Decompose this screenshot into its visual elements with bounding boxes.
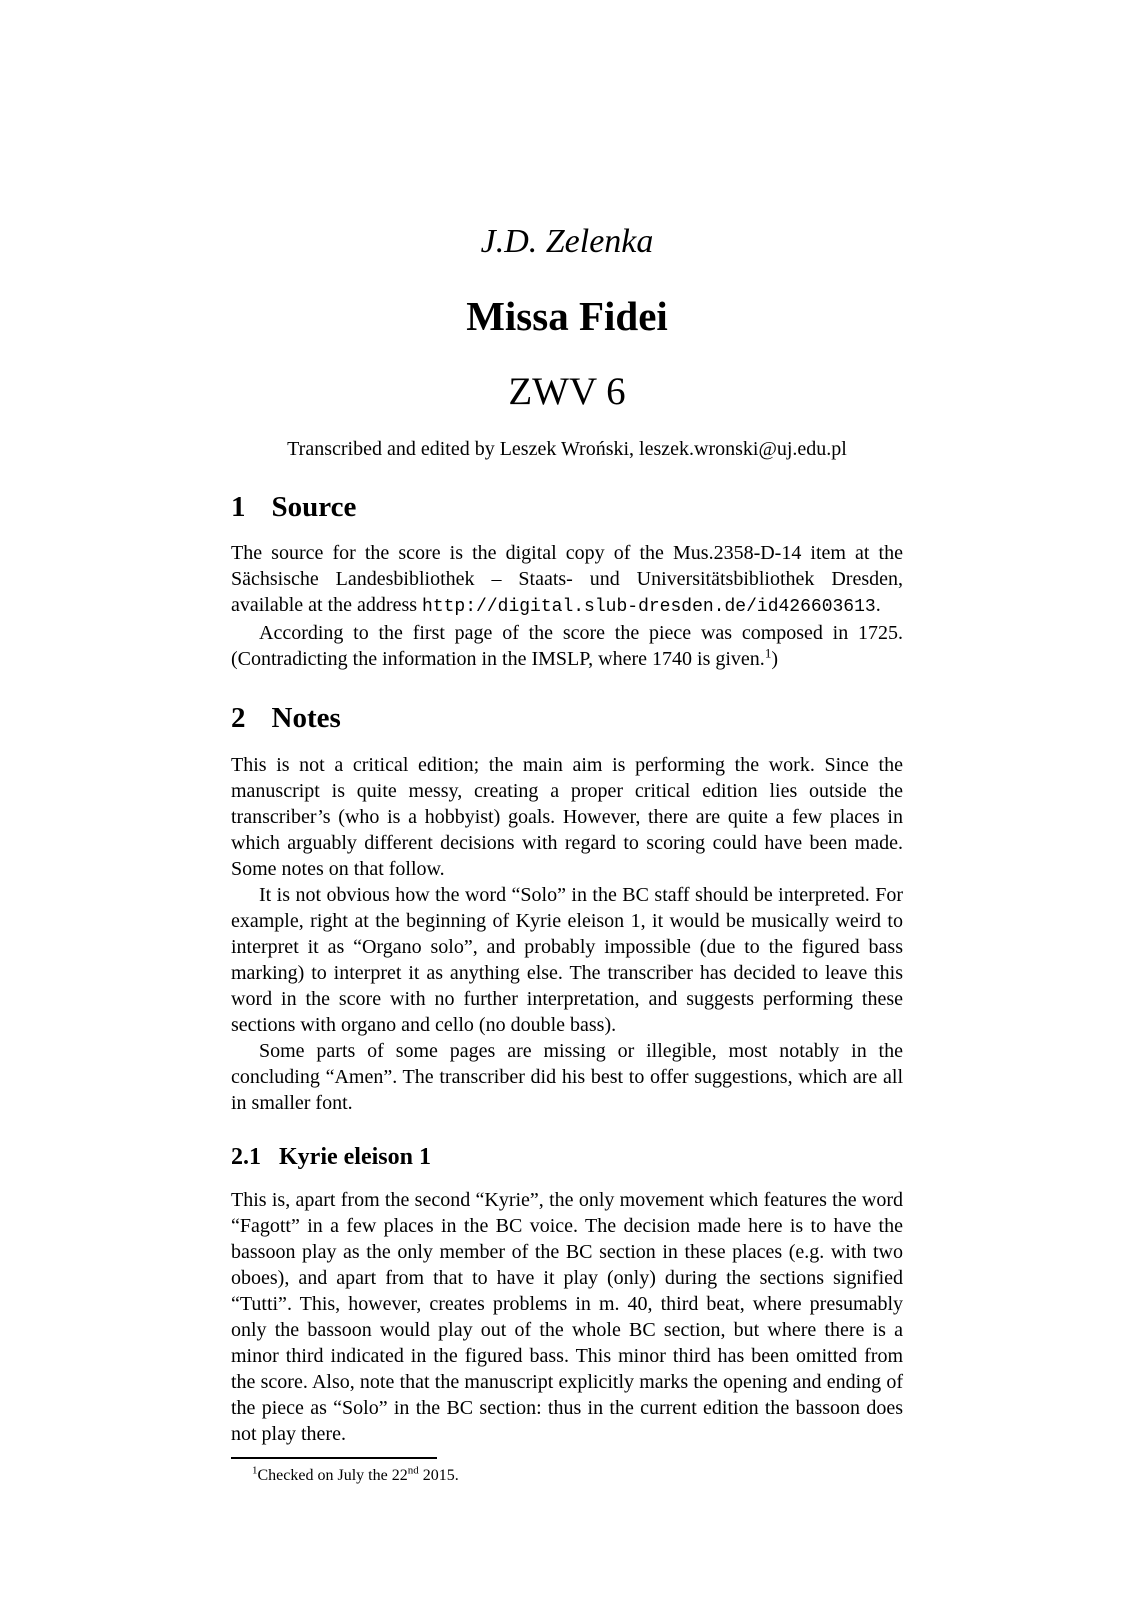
source-paragraph-1-text: The source for the score is the digital copy of the Mus.2358-D-14 item at the Sächsische Landesbibliothek – Staats- und Universitätsbibliothek Dresden, available at the address — [231, 542, 903, 617]
section-heading-source — [231, 491, 903, 524]
title-work: Missa Fidei — [466, 293, 668, 340]
section-heading-notes — [231, 702, 903, 735]
notes-paragraph-1: This is not a critical edition; the main aim is performing the work. Since the manuscript is quite messy, creating a proper critical edition lies outside the transcriber’s (who is a hobbyist) goals. However, there are quite a few places in which arguably different decisions with regard to scoring could have been made. Some notes on that follow. — [231, 753, 903, 880]
kyrie-paragraph-1: This is, apart from the second “Kyrie”, the only movement which features the word “Fagott” in a few places in the BC voice. The decision made here is to have the bassoon play as the only member of the BC section in these places (e.g. with two oboes), and apart from that to have it play (only) during the sections signified “Tutti”. This, however, creates problems in m. 40, third beat, where presumably only the bassoon would play out of the whole BC section, but where there is a minor third indicated in the figured bass. This minor third has been omitted from the score. Also, note that the manuscript explicitly marks the opening and ending of the piece as “Solo” in the BC section: thus in the current edition the bassoon does not play there. — [231, 1189, 903, 1446]
byline: Transcribed and edited by Leszek Wroński, leszek.wronski@uj.edu.pl — [287, 438, 847, 461]
title-author: J.D. Zelenka — [480, 223, 654, 260]
subsection-title: Kyrie eleison 1 — [279, 1143, 431, 1170]
source-paragraph-2-text: According to the first page of the score the piece was composed in 1725. (Contradicting the information in the IMSLP, where 1740 is given. — [231, 622, 903, 671]
footnote-text — [231, 1466, 903, 1486]
section-title: Notes — [271, 702, 341, 735]
title-catalog-number: ZWV 6 — [508, 370, 626, 414]
footnote-ordinal-suffix: nd — [407, 1465, 419, 1478]
notes-paragraph-2: It is not obvious how the word “Solo” in the BC staff should be interpreted. For example, right at the beginning of Kyrie eleison 1, it would be musically weird to interpret it as “Organo solo”, and probably impossible (due to the figured bass marking) to interpret it as anything else. The transcriber has decided to leave this word in the score with no further interpretation, and suggests performing these sections with organo and cello (no double bass). — [231, 883, 903, 1036]
section-number: 2 — [231, 702, 246, 735]
subsection-heading-kyrie — [231, 1144, 903, 1172]
document-body — [231, 0, 903, 1486]
footnote-text-pre: Checked on July the 22 — [257, 1467, 408, 1485]
footnote-reference: 1 — [764, 645, 772, 661]
footnote-text-post: 2015. — [418, 1467, 459, 1485]
footnote-marker: 1 — [252, 1465, 258, 1478]
source-paragraph-2-close: ) — [771, 648, 778, 671]
source-paragraph-1-period: . — [875, 594, 881, 617]
source-paragraph-1 — [231, 540, 903, 620]
source-paragraph-2 — [231, 620, 903, 672]
section-number: 1 — [231, 491, 246, 524]
footnote-block — [231, 1457, 903, 1486]
subsection-number: 2.1 — [231, 1143, 261, 1170]
source-url: http://digital.slub-dresden.de/id426603613 — [422, 597, 876, 618]
section-title: Source — [271, 491, 357, 524]
notes-paragraph-3: Some parts of some pages are missing or illegible, most notably in the concluding “Amen”. The transcriber did his best to offer suggestions, which are all in smaller font. — [231, 1039, 903, 1114]
footnote-rule — [231, 1457, 437, 1459]
